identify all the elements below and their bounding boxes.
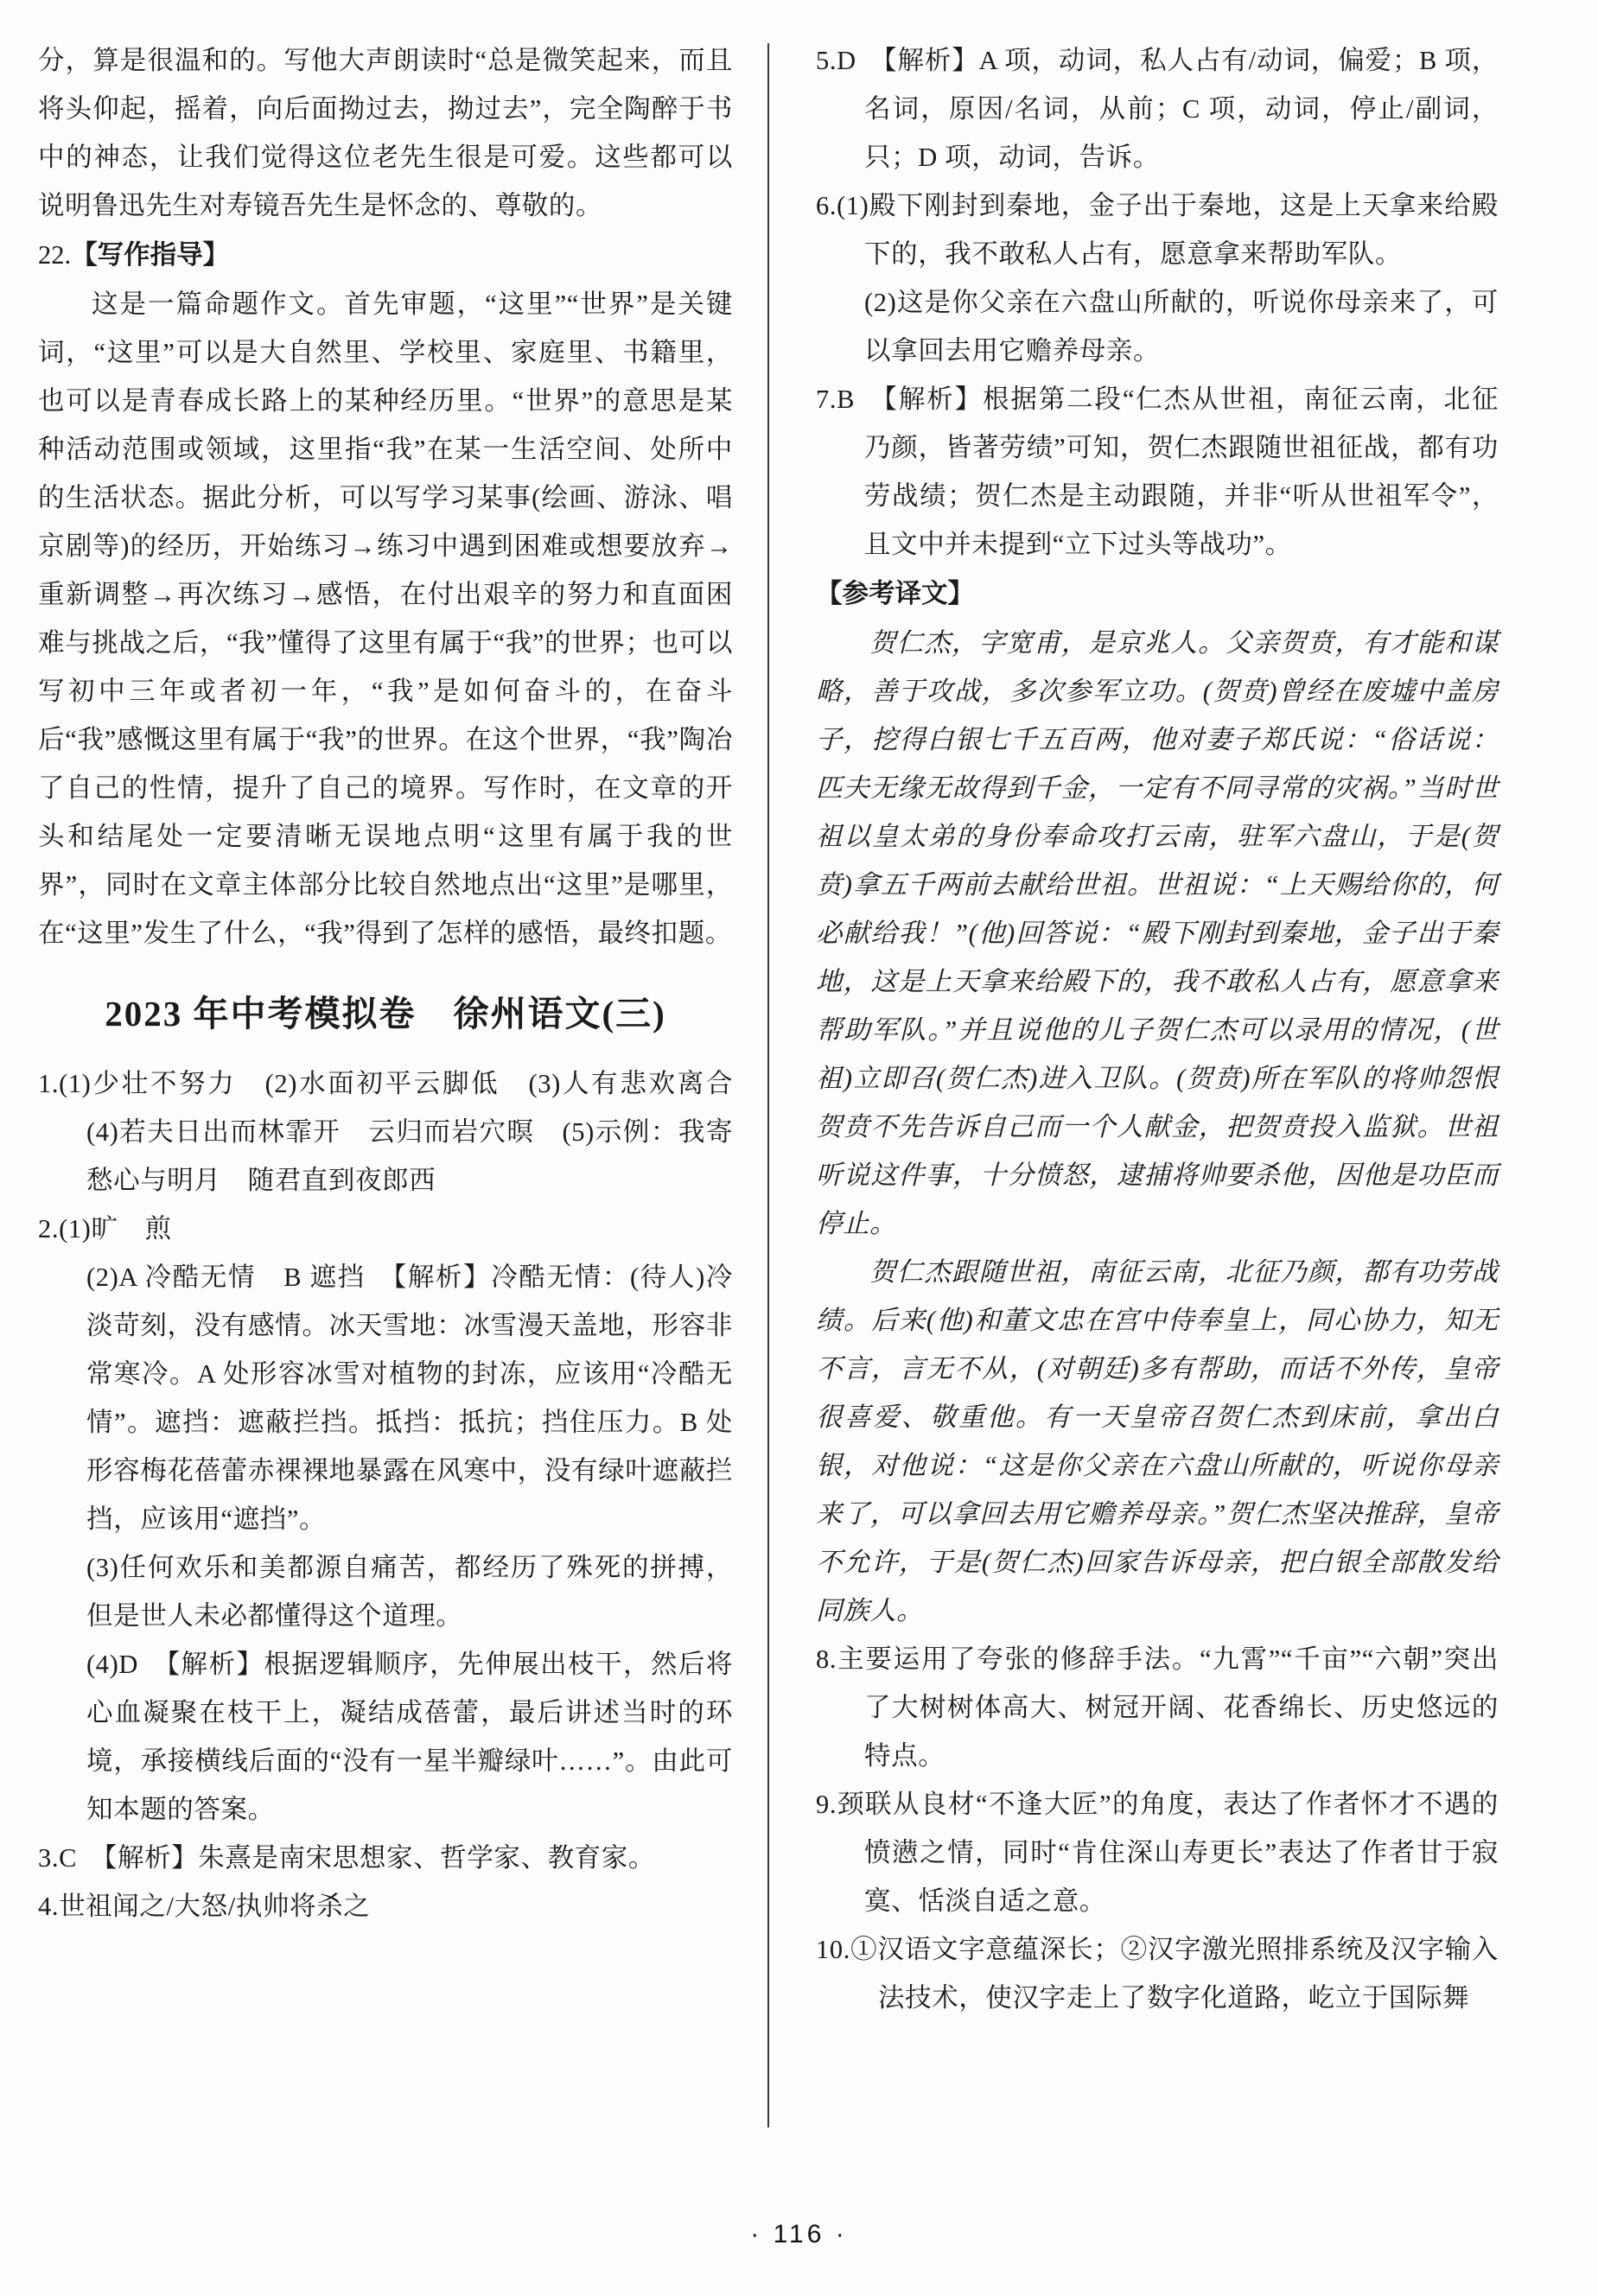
item-number-4: 4. <box>38 1892 60 1921</box>
answer-item-2-sub3: (3)任何欢乐和美都源自痛苦，都经历了殊死的拼搏，但是世人未必都懂得这个道理。 <box>86 1553 733 1631</box>
answer-item-2-sub2: (2)A 冷酷无情 B 遮挡 【解析】冷酷无情：(待人)冷淡苛刻，没有感情。冰天雪地：冰雪漫天盖地，形容非常寒冷。A 处形容冰雪对植物的封冻，应该用“冷酷无情”。遮挡：遮蔽拦挡。抵挡：抵抗；挡住压力。B 处形容梅花蓓蕾赤裸裸地暴露在风寒中，没有绿叶遮蔽拦挡，应该用“遮挡”。 <box>86 1262 733 1534</box>
writing-guidance-heading <box>38 230 733 280</box>
answer-item-7 <box>816 375 1499 569</box>
right-column <box>781 36 1499 2179</box>
reference-translation-heading <box>816 569 1499 619</box>
answer-item-6 <box>816 181 1499 278</box>
answer-item-2 <box>38 1205 733 1253</box>
item-number-5: 5. <box>816 46 837 75</box>
answer-item-10 <box>816 1925 1499 2022</box>
item-number-9: 9. <box>816 1790 837 1819</box>
item-number-3: 3. <box>38 1843 60 1873</box>
item-number-8: 8. <box>816 1644 837 1674</box>
page-number: · 116 · <box>750 2220 848 2248</box>
translation-paragraph-1: 贺仁杰，字宽甫，是京兆人。父亲贺贲，有才能和谋略，善于攻战，多次参军立功。(贺贲)曾经在废墟中盖房子，挖得白银七千五百两，他对妻子郑氏说：“俗话说：匹夫无缘无故得到千金，一定有不同寻常的灾祸。”当时世祖以皇太弟的身份奉命攻打云南，驻军六盘山，于是(贺贲)拿五千两前去献给世祖。世祖说：“上天赐给你的，何必献给我！”(他)回答说：“殿下刚封到秦地，金子出于秦地，这是上天拿来给殿下的，我不敢私人占有，愿意拿来帮助军队。”并且说他的儿子贺仁杰可以录用的情况，(世祖)立即召(贺仁杰)进入卫队。(贺贲)所在军队的将帅怨恨贺贲不先告诉自己而一个人献金，把贺贲投入监狱。世祖听说这件事，十分愤怒，逮捕将帅要杀他，因他是功臣而停止。 <box>816 628 1499 1238</box>
answer-item-5-text: D 【解析】A 项，动词，私人占有/动词，偏爱；B 项，名词，原因/名词，从前；C 项，动词，停止/副词，只；D 项，动词，告诉。 <box>837 46 1499 172</box>
item-number-2: 2. <box>38 1214 60 1243</box>
answer-item-2-text: (1)旷 煎 <box>59 1214 172 1243</box>
left-column <box>38 36 761 2179</box>
answer-item-5 <box>816 36 1499 181</box>
answer-item-9-text: 颈联从良材“不逢大匠”的角度，表达了作者怀才不遇的愤懑之情，同时“肯住深山寿更长”表达了作者甘于寂寞、恬淡自适之意。 <box>837 1790 1499 1916</box>
answer-item-3-text: C 【解析】朱熹是南宋思想家、哲学家、教育家。 <box>59 1843 655 1873</box>
answer-item-8 <box>816 1635 1499 1780</box>
item-number-7: 7. <box>816 385 837 414</box>
item-number-10: 10. <box>816 1935 850 1964</box>
answer-item-4 <box>38 1882 733 1930</box>
column-divider <box>767 43 769 2127</box>
answer-item-8-text: 主要运用了夸张的修辞手法。“九霄”“千亩”“六朝”突出了大树树体高大、树冠开阔、花香绵长、历史悠远的特点。 <box>837 1644 1499 1771</box>
answer-item-9 <box>816 1780 1499 1925</box>
answer-item-1 <box>38 1059 761 1205</box>
answer-item-6-sub2: (2)这是你父亲在六盘山所献的，听说你母亲来了，可以拿回去用它赡养母亲。 <box>864 288 1499 366</box>
item-number-6: 6. <box>816 191 837 220</box>
paragraph-continuation: 分，算是很温和的。写他大声朗读时“总是微笑起来，而且将头仰起，摇着，向后面拗过去，拗过去”，完全陶醉于书中的神态，让我们觉得这位老先生很是可爱。这些都可以说明鲁迅先生对寿镜吾先生是怀念的、尊敬的。 <box>38 46 733 220</box>
answer-item-6-text: (1)殿下刚封到秦地，金子出于秦地，这是上天拿来给殿下的，我不敢私人占有，愿意拿来帮助军队。 <box>837 191 1499 269</box>
answer-item-2-sub4: (4)D 【解析】根据逻辑顺序，先伸展出枝干，然后将心血凝聚在枝干上，凝结成蓓蕾，最后讲述当时的环境，承接横线后面的“没有一星半瓣绿叶……”。由此可知本题的答案。 <box>86 1650 733 1824</box>
reference-translation-tag: 【参考译文】 <box>816 579 974 608</box>
page-title: 2023 年中考模拟卷 徐州语文(三) <box>105 994 666 1034</box>
writing-guidance-tag: 【写作指导】 <box>71 240 230 270</box>
translation-paragraph-2: 贺仁杰跟随世祖，南征云南，北征乃颜，都有功劳战绩。后来(他)和董文忠在宫中侍奉皇上，同心协力，知无不言，言无不从，(对朝廷)多有帮助，而话不外传，皇帝很喜爱、敬重他。有一天皇帝召贺仁杰到床前，拿出白银，对他说：“这是你父亲在六盘山所献的，听说你母亲来了，可以拿回去用它赡养母亲。”贺仁杰坚决推辞，皇帝不允许，于是(贺仁杰)回家告诉母亲，把白银全部散发给同族人。 <box>816 1257 1499 1625</box>
answer-item-10-text: ①汉语文字意蕴深长；②汉字激光照排系统及汉字输入法技术，使汉字走上了数字化道路，屹立于国际舞 <box>850 1935 1499 2013</box>
item-number-1: 1. <box>38 1069 60 1098</box>
item-number-22: 22. <box>38 240 72 270</box>
answer-item-4-text: 世祖闻之/大怒/执帅将杀之 <box>59 1892 371 1921</box>
two-column-layout <box>38 36 1560 2179</box>
answer-item-3 <box>38 1834 733 1882</box>
writing-guidance-body: 这是一篇命题作文。首先审题，“这里”“世界”是关键词，“这里”可以是大自然里、学校里、家庭里、书籍里，也可以是青春成长路上的某种经历里。“世界”的意思是某种活动范围或领域，这里指“我”在某一生活空间、处所中的生活状态。据此分析，可以写学习某事(绘画、游泳、唱京剧等)的经历，开始练习→练习中遇到困难或想要放弃→重新调整→再次练习→感悟，在付出艰辛的努力和直面困难与挑战之后，“我”懂得了这里有属于“我”的世界；也可以写初中三年或者初一年，“我”是如何奋斗的，在奋斗后“我”感慨这里有属于“我”的世界。在这个世界，“我”陶冶了自己的性情，提升了自己的境界。写作时，在文章的开头和结尾处一定要清晰无误地点明“这里有属于我的世界”，同时在文章主体部分比较自然地点出“这里”是哪里，在“这里”发生了什么，“我”得到了怎样的感悟，最终扣题。 <box>38 289 733 948</box>
page-footer <box>0 2220 1598 2249</box>
answer-item-7-text: B 【解析】根据第二段“仁杰从世祖，南征云南，北征乃颜，皆著劳绩”可知，贺仁杰跟随世祖征战，都有功劳战绩；贺仁杰是主动跟随，并非“听从世祖军令”，且文中并未提到“立下过头等战功”。 <box>837 385 1499 559</box>
answer-item-1-text: (1)少壮不努力 (2)水面初平云脚低 (3)人有悲欢离合 (4)若夫日出而林霏开 云归而岩穴暝 (5)示例：我寄愁心与明月 随君直到夜郎西 <box>59 1069 761 1195</box>
